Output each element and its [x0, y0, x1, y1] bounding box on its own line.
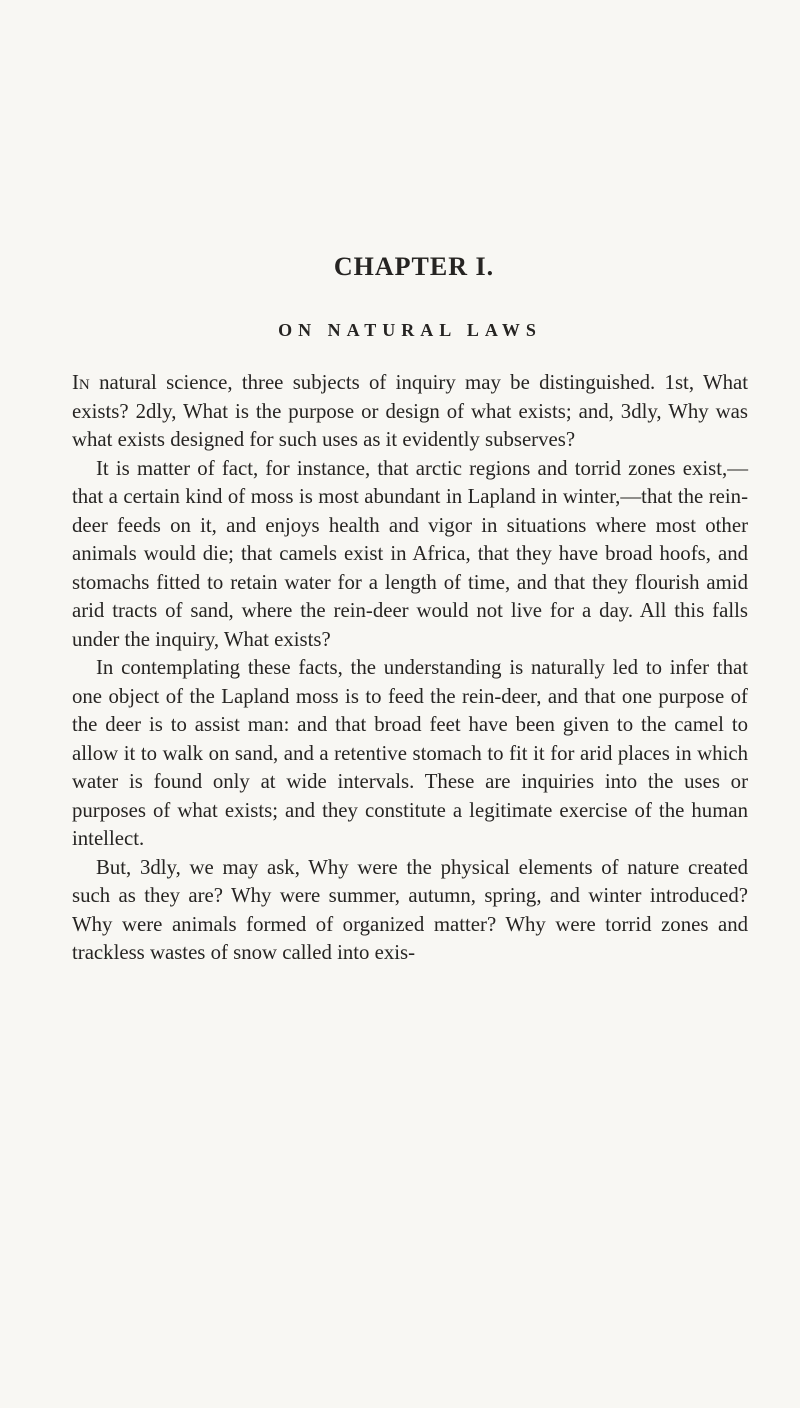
- paragraph-1-text: natural science, three subjects of inquiry may be distinguished. 1st, What exists? 2dly, What is the purpose or design of what exists; and, 3dly, Why was what exists designed for such uses as it evidently subserves?: [72, 371, 748, 451]
- paragraph-lead-word: In: [72, 371, 90, 394]
- paragraph-1: [72, 369, 748, 455]
- chapter-title: CHAPTER I.: [333, 252, 495, 281]
- paragraph-2: It is matter of fact, for instance, that arctic regions and torrid zones exist,—that a certain kind of moss is most abundant in Lapland in winter,—that the rein-deer feeds on it, and enjoys health and vigor in situations where most other animals would die; that camels exist in Africa, that they have broad hoofs, and stomachs fitted to retain water for a length of time, and that they flourish amid arid tracts of sand, where the rein-deer would not live for a day. All this falls under the inquiry, What exists?: [72, 456, 748, 651]
- section-title: ON NATURAL LAWS: [278, 320, 542, 340]
- body-text: [72, 369, 748, 968]
- paragraph-4: But, 3dly, we may ask, Why were the physical elements of nature created such as they are? Why were summer, autumn, spring, and winter introduced? Why were animals formed of organized matter? Why were torrid zones and trackless wastes of snow called into exis-: [72, 855, 748, 964]
- paragraph-3: In contemplating these facts, the understanding is naturally led to infer that one object of the Lapland moss is to feed the rein-deer, and that one purpose of the deer is to assist man: and that broad feet have been given to the camel to allow it to walk on sand, and a retentive stomach to fit it for arid places in which water is found only at wide intervals. These are inquiries into the uses or purposes of what exists; and they constitute a legitimate exercise of the human intellect.: [72, 656, 748, 850]
